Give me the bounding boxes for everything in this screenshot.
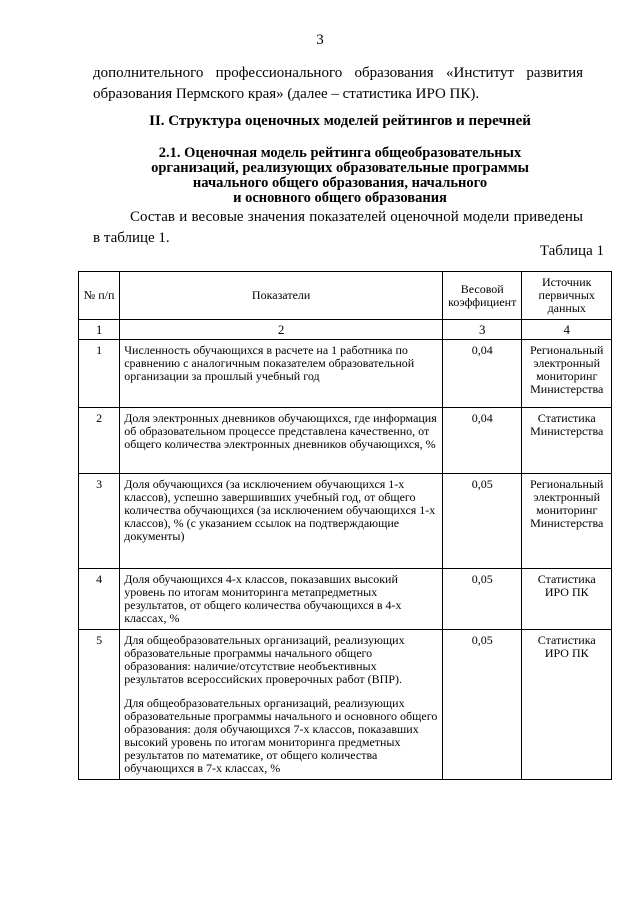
row-source: Статистика ИРО ПК — [522, 569, 612, 630]
indicators-table — [78, 271, 612, 780]
row-indicator — [120, 474, 443, 569]
row-number: 1 — [79, 340, 120, 408]
row-number: 5 — [79, 630, 120, 780]
header-weight: Весовой коэффициент — [443, 272, 522, 320]
page-number: 3 — [316, 32, 324, 48]
table-row — [79, 408, 612, 474]
row-weight: 0,05 — [443, 630, 522, 780]
indicator-paragraph: Доля обучающихся (за исключением обучающихся 1-х классов), успешно завершивших учебный год, от общего количества обучающихся (за исключением обучающихся 1-х классов), % (с указанием ссылок на подтверждающие документы) — [124, 477, 436, 543]
section-title: II. Структура оценочных моделей рейтингов и перечней — [149, 113, 531, 129]
table-row — [79, 474, 612, 569]
row-weight: 0,04 — [443, 340, 522, 408]
row-weight: 0,04 — [443, 408, 522, 474]
indicator-paragraph: Доля обучающихся 4-х классов, показавших высокий уровень по итогам мониторинга метапредметных результатов, от общего количества обучающихся в 4-х классах, % — [124, 572, 402, 625]
indicator-paragraph: Доля электронных дневников обучающихся, где информация об образовательном процессе представлена качественно, от общего количества электронных дневников обучающихся, % — [124, 411, 437, 451]
index-cell: 4 — [522, 320, 612, 340]
index-cell: 3 — [443, 320, 522, 340]
row-source: Региональный электронный мониторинг Министерства — [522, 340, 612, 408]
table-row — [79, 340, 612, 408]
table-row — [79, 630, 612, 780]
table-intro-paragraph: Состав и весовые значения показателей оценочной модели приведены в таблице 1. — [93, 209, 583, 246]
subsection-title-line: организаций, реализующих образовательные программы — [151, 160, 529, 176]
table-index-row — [79, 320, 612, 340]
row-indicator — [120, 569, 443, 630]
subsection-title-line: 2.1. Оценочная модель рейтинга общеобразовательных — [158, 145, 522, 161]
subsection-title — [100, 146, 580, 206]
indicator-paragraph: Для общеобразовательных организаций, реализующих образовательные программы начального общего образования: наличие/отсутствие необъективных результатов всероссийских проверочных работ (ВПР). — [124, 633, 405, 686]
indicator-paragraph: Численность обучающихся в расчете на 1 работника по сравнению с аналогичным показателем образовательной организации за прошлый учебный год — [124, 343, 415, 383]
table-body — [79, 340, 612, 780]
header-num: № п/п — [79, 272, 120, 320]
row-source: Региональный электронный мониторинг Министерства — [522, 474, 612, 569]
row-indicator — [120, 630, 443, 780]
row-weight: 0,05 — [443, 569, 522, 630]
row-source: Статистика Министерства — [522, 408, 612, 474]
table-caption: Таблица 1 — [539, 243, 604, 259]
row-indicator — [120, 408, 443, 474]
header-indicator: Показатели — [120, 272, 443, 320]
intro-text: дополнительного профессионального образования «Институт развития образования Пермского края» (далее – статистика ИРО ПК). — [93, 65, 583, 102]
row-weight: 0,05 — [443, 474, 522, 569]
row-indicator — [120, 340, 443, 408]
row-source: Статистика ИРО ПК — [522, 630, 612, 780]
row-number: 4 — [79, 569, 120, 630]
table-header-row — [79, 272, 612, 320]
row-number: 2 — [79, 408, 120, 474]
row-number: 3 — [79, 474, 120, 569]
subsection-title-line: и основного общего образования — [233, 190, 447, 206]
header-source: Источник первичных данных — [522, 272, 612, 320]
indicator-paragraph: Для общеобразовательных организаций, реализующих образовательные программы начального и основного общего образования: доля обучающихся 7-х классов, показавших высокий уровень по итогам мониторинга предметных результатов по математике, от общего количества обучающихся в 7-х классах, % — [124, 696, 438, 775]
index-cell: 2 — [120, 320, 443, 340]
subsection-title-line: начального общего образования, начального — [192, 175, 488, 191]
index-cell: 1 — [79, 320, 120, 340]
table-row — [79, 569, 612, 630]
